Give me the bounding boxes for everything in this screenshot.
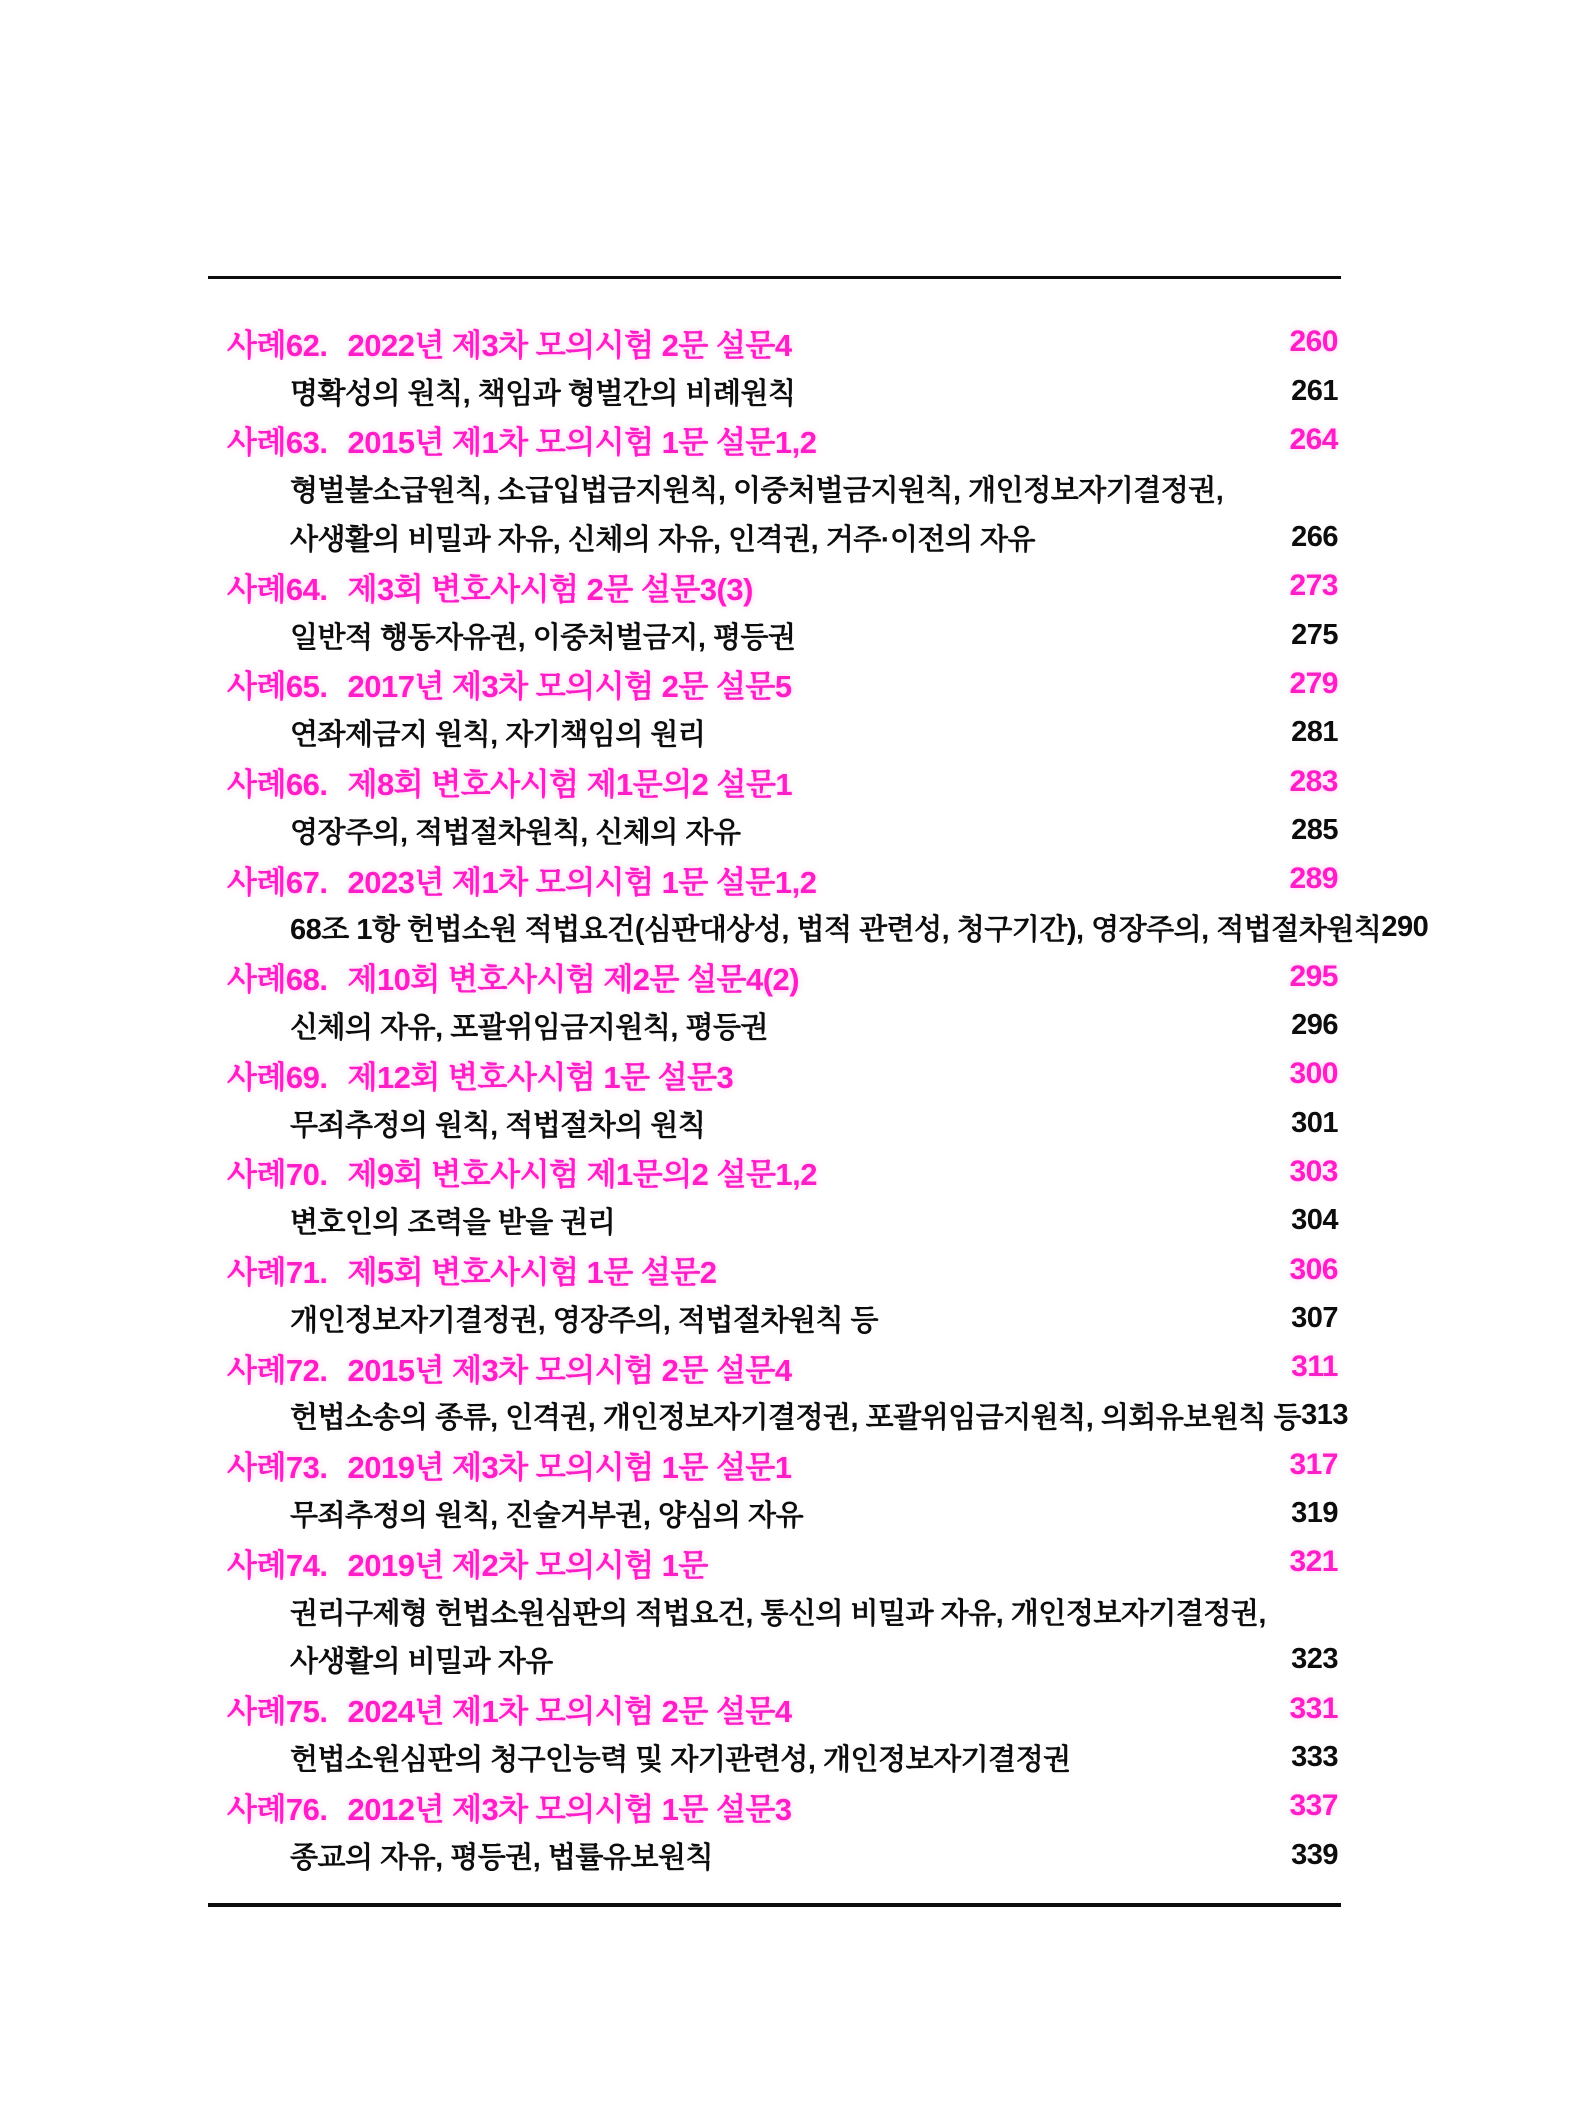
subtitle-page-number: 266 xyxy=(1291,521,1338,554)
case-title-text: 제12회 변호사시험 1문 설문3 xyxy=(347,1059,734,1095)
case-title-text: 2019년 제2차 모의시험 1문 xyxy=(347,1547,708,1583)
subtitle-text: 사생활의 비밀과 자유 xyxy=(290,1646,553,1679)
case-number-label: 사례70. xyxy=(227,1157,328,1193)
subtitle-text: 종교의 자유, 평등권, 법률유보원칙 xyxy=(290,1841,713,1874)
subtitle-text: 일반적 행동자유권, 이중처벌금지, 평등권 xyxy=(290,621,796,654)
case-page-number: 295 xyxy=(1289,959,1338,993)
subtitle-text: 사생활의 비밀과 자유, 신체의 자유, 인격권, 거주·이전의 자유 xyxy=(290,524,1036,557)
case-title-text: 2012년 제3차 모의시험 1문 설문3 xyxy=(347,1791,792,1827)
toc-entry-title xyxy=(227,1343,1338,1392)
subtitle-text: 연좌제금지 원칙, 자기책임의 원리 xyxy=(290,719,706,752)
subtitle-page-number: 323 xyxy=(1291,1643,1338,1676)
top-rule xyxy=(208,276,1341,279)
case-page-number: 317 xyxy=(1289,1447,1338,1481)
case-number-label: 사례76. xyxy=(227,1791,328,1827)
toc-entry-title xyxy=(227,562,1338,611)
toc-entry-title xyxy=(227,855,1338,904)
subtitle-page-number: 285 xyxy=(1291,813,1338,846)
case-title-text: 2019년 제3차 모의시험 1문 설문1 xyxy=(347,1450,792,1486)
case-page-number: 303 xyxy=(1289,1154,1338,1188)
case-number-label: 사례75. xyxy=(227,1694,328,1730)
subtitle-text: 권리구제형 헌법소원심판의 적법요건, 통신의 비밀과 자유, 개인정보자기결정권, xyxy=(290,1597,1266,1630)
toc-entry-subtitle xyxy=(227,1196,1338,1245)
case-title-text: 2015년 제1차 모의시험 1문 설문1,2 xyxy=(347,425,817,461)
case-page-number: 306 xyxy=(1289,1252,1338,1286)
toc-entry-subtitle xyxy=(227,1587,1338,1636)
toc-entry-title xyxy=(227,660,1338,709)
case-page-number: 321 xyxy=(1289,1545,1338,1579)
subtitle-page-number: 339 xyxy=(1291,1838,1338,1871)
case-number-label: 사례71. xyxy=(227,1255,328,1291)
case-number-label: 사례68. xyxy=(227,962,328,998)
subtitle-text: 무죄추정의 원칙, 적법절차의 원칙 xyxy=(290,1109,706,1142)
case-number-label: 사례72. xyxy=(227,1352,328,1388)
subtitle-page-number: 319 xyxy=(1291,1497,1338,1530)
case-number-label: 사례67. xyxy=(227,864,328,900)
bottom-rule xyxy=(208,1903,1341,1907)
subtitle-page-number: 304 xyxy=(1291,1204,1338,1237)
case-title-text: 2017년 제3차 모의시험 2문 설문5 xyxy=(347,669,792,705)
case-number-label: 사례74. xyxy=(227,1547,328,1583)
case-title-text: 제5회 변호사시험 1문 설문2 xyxy=(347,1255,717,1291)
toc-entry-title xyxy=(227,1782,1338,1831)
case-page-number: 260 xyxy=(1289,325,1338,359)
case-number-label: 사례73. xyxy=(227,1450,328,1486)
toc-entry-subtitle xyxy=(227,611,1338,660)
subtitle-text: 영장주의, 적법절차원칙, 신체의 자유 xyxy=(290,816,741,849)
subtitle-text: 무죄추정의 원칙, 진술거부권, 양심의 자유 xyxy=(290,1500,804,1533)
subtitle-page-number: 261 xyxy=(1291,374,1338,407)
case-title-text: 2024년 제1차 모의시험 2문 설문4 xyxy=(347,1694,792,1730)
toc-entry-subtitle xyxy=(227,513,1338,562)
case-page-number: 337 xyxy=(1289,1789,1338,1823)
case-title-text: 제10회 변호사시험 제2문 설문4(2) xyxy=(347,962,800,998)
subtitle-text: 헌법소송의 종류, 인격권, 개인정보자기결정권, 포괄위임금지원칙, 의회유보원칙 등 xyxy=(290,1402,1302,1435)
toc-entry-title xyxy=(227,1245,1338,1294)
toc-entry-title xyxy=(227,416,1338,465)
subtitle-page-number: 313 xyxy=(1301,1399,1348,1432)
subtitle-page-number: 290 xyxy=(1381,911,1429,944)
subtitle-page-number: 281 xyxy=(1291,716,1338,749)
toc-entry-title xyxy=(227,1538,1338,1587)
toc-entry-subtitle xyxy=(227,464,1338,513)
toc-entry-subtitle xyxy=(227,1001,1338,1050)
subtitle-page-number: 275 xyxy=(1291,618,1338,651)
case-page-number: 289 xyxy=(1289,862,1338,896)
subtitle-page-number: 296 xyxy=(1291,1009,1338,1042)
case-page-number: 279 xyxy=(1289,666,1338,700)
toc-entry-subtitle xyxy=(227,1489,1338,1538)
case-title-text: 제8회 변호사시험 제1문의2 설문1 xyxy=(347,767,793,803)
case-title-text: 2015년 제3차 모의시험 2문 설문4 xyxy=(347,1352,792,1388)
subtitle-text: 명확성의 원칙, 책임과 형벌간의 비례원칙 xyxy=(290,377,796,410)
case-number-label: 사례66. xyxy=(227,767,328,803)
case-title-text: 제9회 변호사시험 제1문의2 설문1,2 xyxy=(347,1157,818,1193)
toc-entry-subtitle xyxy=(227,904,1429,953)
toc-entry-subtitle xyxy=(227,1392,1348,1441)
toc-entry-subtitle xyxy=(227,367,1338,416)
case-page-number: 300 xyxy=(1289,1057,1338,1091)
subtitle-page-number: 307 xyxy=(1291,1301,1338,1334)
subtitle-text: 형벌불소급원칙, 소급입법금지원칙, 이중처벌금지원칙, 개인정보자기결정권, xyxy=(290,475,1224,508)
toc-entry-title xyxy=(227,757,1338,806)
case-number-label: 사례65. xyxy=(227,669,328,705)
case-title-text: 제3회 변호사시험 2문 설문3(3) xyxy=(347,571,753,607)
case-page-number: 331 xyxy=(1289,1691,1338,1725)
case-page-number: 264 xyxy=(1289,422,1338,456)
toc-entry-subtitle xyxy=(227,1099,1338,1148)
toc-entry-subtitle xyxy=(227,1636,1338,1685)
case-title-text: 2023년 제1차 모의시험 1문 설문1,2 xyxy=(347,864,817,900)
case-page-number: 311 xyxy=(1291,1350,1338,1384)
case-number-label: 사례63. xyxy=(227,425,328,461)
case-page-number: 273 xyxy=(1289,569,1338,603)
case-number-label: 사례62. xyxy=(227,327,328,363)
toc-entry-subtitle xyxy=(227,708,1338,757)
toc-list xyxy=(227,318,1429,1880)
subtitle-text: 개인정보자기결정권, 영장주의, 적법절차원칙 등 xyxy=(290,1304,879,1337)
subtitle-text: 신체의 자유, 포괄위임금지원칙, 평등권 xyxy=(290,1012,769,1045)
toc-entry-title xyxy=(227,1440,1338,1489)
subtitle-page-number: 301 xyxy=(1291,1106,1338,1139)
toc-entry-title xyxy=(227,1148,1338,1197)
case-title-text: 2022년 제3차 모의시험 2문 설문4 xyxy=(347,327,792,363)
toc-entry-title xyxy=(227,1684,1338,1733)
toc-entry-subtitle xyxy=(227,1831,1338,1880)
toc-entry-subtitle xyxy=(227,1733,1338,1782)
case-number-label: 사례69. xyxy=(227,1059,328,1095)
toc-entry-subtitle xyxy=(227,1294,1338,1343)
toc-entry-title xyxy=(227,318,1338,367)
toc-entry-title xyxy=(227,1050,1338,1099)
subtitle-text: 변호인의 조력을 받을 권리 xyxy=(290,1207,616,1240)
subtitle-text: 헌법소원심판의 청구인능력 및 자기관련성, 개인정보자기결정권 xyxy=(290,1744,1071,1776)
case-page-number: 283 xyxy=(1289,764,1338,798)
case-number-label: 사례64. xyxy=(227,571,328,607)
toc-entry-title xyxy=(227,952,1338,1001)
subtitle-page-number: 333 xyxy=(1291,1741,1338,1773)
subtitle-text: 68조 1항 헌법소원 적법요건(심판대상성, 법적 관련성, 청구기간), 영장주의, 적법절차원칙 xyxy=(290,914,1382,947)
toc-entry-subtitle xyxy=(227,806,1338,855)
